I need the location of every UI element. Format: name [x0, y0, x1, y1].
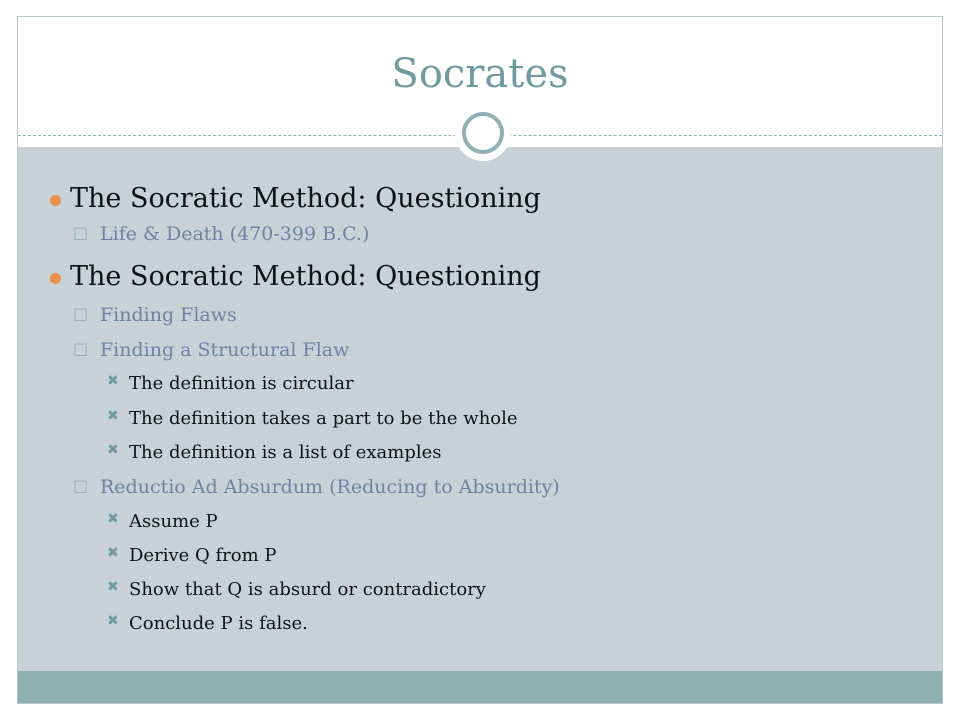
- bullet-level3: [107, 373, 354, 394]
- cross-icon: ✖: [107, 579, 119, 595]
- hollow-square-icon: □: [73, 304, 89, 323]
- bullet-text: Reductio Ad Absurdum (Reducing to Absurdity): [100, 476, 560, 498]
- cross-icon: ✖: [107, 373, 119, 389]
- bullet-level1: [70, 261, 541, 292]
- hollow-square-icon: □: [73, 223, 89, 242]
- footer-band: [18, 671, 942, 704]
- cross-icon: ✖: [107, 613, 119, 629]
- bullet-level3: [107, 408, 518, 429]
- bullet-text: The definition is a list of examples: [129, 442, 442, 463]
- bullet-level3: [107, 442, 442, 463]
- bullet-text: Conclude P is false.: [129, 613, 308, 634]
- bullet-text: The definition takes a part to be the whole: [129, 408, 518, 429]
- bullet-text: Derive Q from P: [129, 545, 277, 566]
- hollow-square-icon: □: [73, 339, 89, 358]
- circle-ornament-icon: [455, 105, 511, 161]
- bullet-level3: [107, 579, 486, 600]
- bullet-level2: [73, 476, 560, 498]
- bullet-level3: [107, 511, 218, 532]
- bullet-level3: [107, 545, 277, 566]
- hollow-square-icon: □: [73, 476, 89, 495]
- bullet-text: Life & Death (470-399 B.C.): [100, 223, 370, 245]
- bullet-level1: [70, 183, 541, 214]
- bullet-text: The Socratic Method: Questioning: [70, 261, 541, 292]
- bullet-text: The Socratic Method: Questioning: [70, 183, 541, 214]
- cross-icon: ✖: [107, 511, 119, 527]
- cross-icon: ✖: [107, 408, 119, 424]
- slide: [17, 16, 943, 704]
- slide-title: Socrates: [391, 51, 569, 97]
- bullet-text: Finding a Structural Flaw: [100, 339, 350, 361]
- bullet-text: Assume P: [129, 511, 218, 532]
- bullet-text: Finding Flaws: [100, 304, 237, 326]
- bullet-level2: [73, 223, 370, 245]
- orange-dot-icon: [50, 195, 61, 206]
- content-area: [18, 147, 942, 671]
- orange-dot-icon: [50, 273, 61, 284]
- bullet-level2: [73, 304, 237, 326]
- bullet-level3: [107, 613, 308, 634]
- cross-icon: ✖: [107, 545, 119, 561]
- bullet-text: Show that Q is absurd or contradictory: [129, 579, 486, 600]
- cross-icon: ✖: [107, 442, 119, 458]
- ring-inner: [462, 112, 504, 154]
- bullet-level2: [73, 339, 350, 361]
- bullet-text: The definition is circular: [129, 373, 354, 394]
